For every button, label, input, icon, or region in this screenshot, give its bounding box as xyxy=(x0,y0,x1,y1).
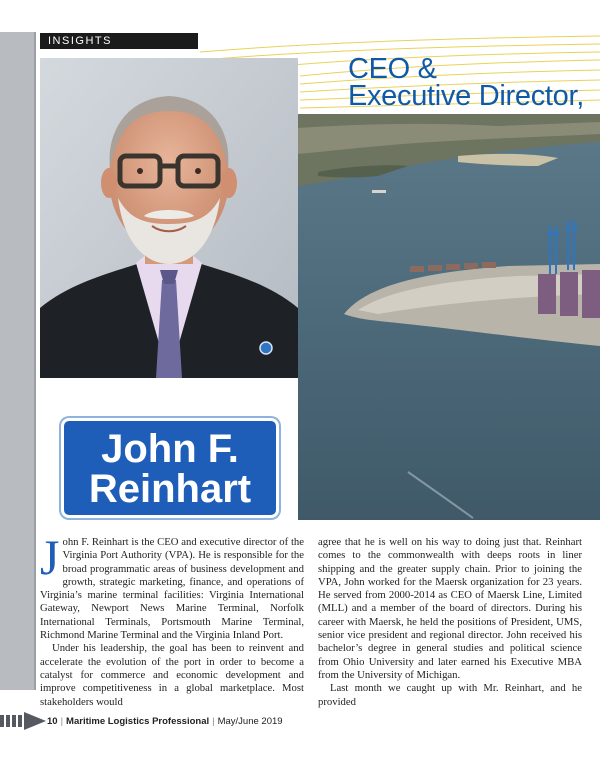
article-paragraph-2: Under his leadership, the goal has been to reinvent and accelerate the evolution of the port in order to become a catalyst for commerce and economic development and improve competitiveness in a global marketplace. Most stakeholders would xyxy=(40,642,304,708)
name-line-2: Reinhart xyxy=(88,467,252,511)
issue-date: May/June 2019 xyxy=(217,716,283,727)
section-label: INSIGHTS xyxy=(40,33,198,49)
footer xyxy=(47,716,283,727)
article-paragraph-1 xyxy=(40,529,304,642)
left-margin-bar xyxy=(0,32,34,690)
name-line-1: John F. xyxy=(101,427,239,471)
footer-separator: | xyxy=(60,716,64,727)
headline-line-1: CEO & xyxy=(347,53,437,85)
footer-arrow-icon xyxy=(0,712,46,730)
article-column-2 xyxy=(318,536,582,709)
left-margin-rule xyxy=(34,32,36,690)
headline-line-2: Executive Director, xyxy=(347,80,584,112)
publication-name: Maritime Logistics Professional xyxy=(66,716,210,727)
footer-separator-2: | xyxy=(212,716,215,727)
dropcap: J xyxy=(40,529,60,585)
headline xyxy=(347,53,584,112)
article-paragraph-3: agree that he is well on his way to doing just that. Reinhart comes to the commonwealth with deeps roots in liner shipping and the greater supply chain. Prior to joining the VPA, John worked for the Maersk organization for 23 years. He served from 2000-2014 as CEO of Maersk Line, Limited (MLL) and a member of the board of directors. During his career with Maersk, he held the positions of President, UMS, senior vice president and regional director. John received his bachelor’s degree in general studies and political science from Ohio University and later earned his Executive MBA from the University of Michigan. xyxy=(318,536,582,681)
portrait-photo xyxy=(40,58,298,378)
name-badge xyxy=(61,418,279,518)
article-paragraph-1-text: ohn F. Reinhart is the CEO and executive director of the Virginia Port Authority (VPA). He is responsible for the broad programmatic areas of business development and growth, strategic marketing, finance, and operations of Virginia’s marine terminal facilities: Virginia International Gateway, Newport News Marine Terminal, Norfolk International Terminals, Portsmouth Marine Terminal, Richmond Marine Terminal and the Virginia Inland Port. xyxy=(40,536,304,642)
article-paragraph-4: Last month we caught up with Mr. Reinhart, and he provided xyxy=(318,682,582,708)
page-number: 10 xyxy=(47,716,58,727)
article-column-1 xyxy=(40,529,304,709)
aerial-port-photo xyxy=(298,114,600,520)
